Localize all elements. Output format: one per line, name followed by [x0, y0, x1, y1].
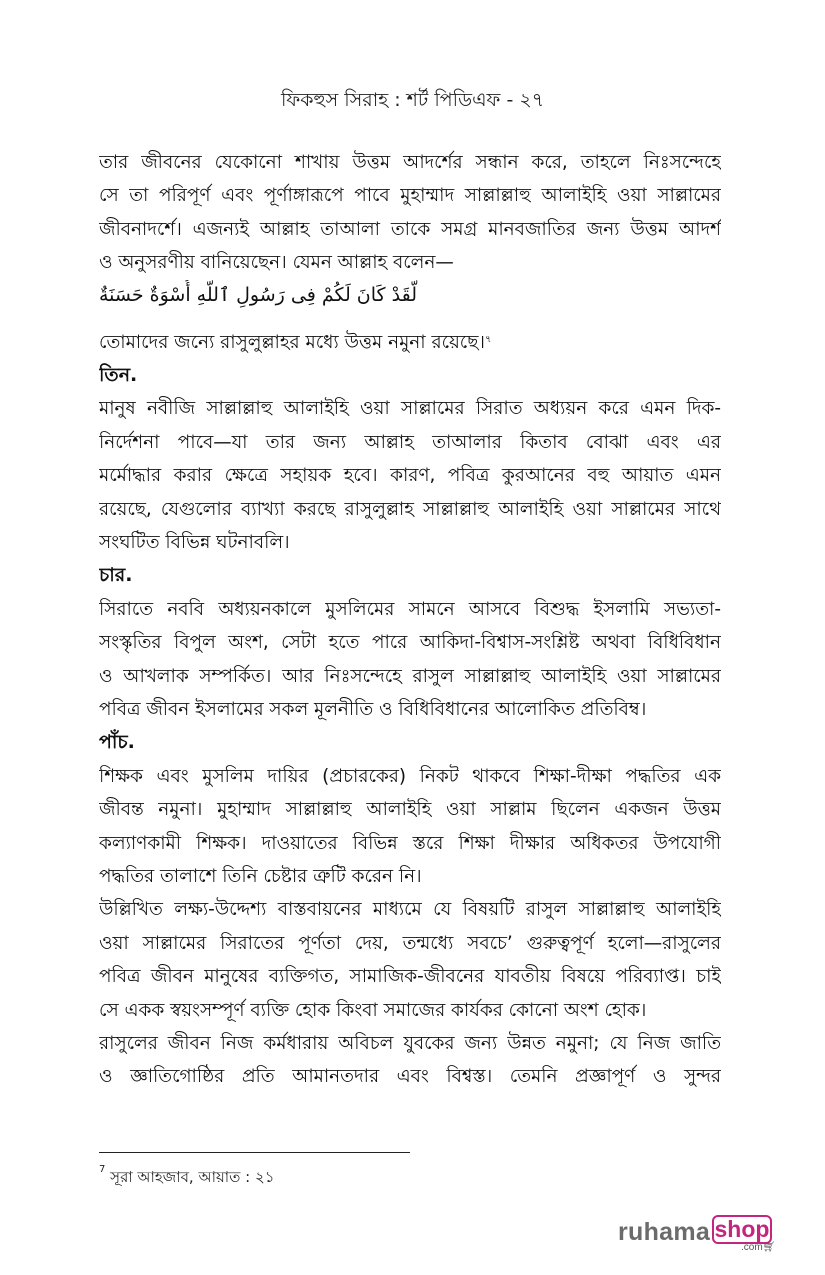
- paragraph-line: পবিত্র জীবন মানুষের ব্যক্তিগত, সামাজিক-জীবনের যাবতীয় বিষয়ে পরিব্যাপ্ত। চাই: [99, 966, 721, 988]
- paragraph-line: পদ্ধতির তালাশে তিনি চেষ্টার ত্রুটি করেন নি।: [99, 865, 422, 887]
- logo-text-ruhama: ruhama: [618, 1218, 711, 1246]
- verse-translation: [99, 326, 721, 359]
- arabic-verse-text: لَّقَدْ كَانَ لَكُمْ فِى رَسُولِ ٱللَّهِ أُسْوَةٌ حَسَنَةٌ: [99, 283, 417, 306]
- footnote-text: সূরা আহজাব, আয়াত : ২১: [110, 1168, 275, 1186]
- paragraph-line: উল্লিখিত লক্ষ্য-উদ্দেশ্য বাস্তবায়নের মাধ্যমে যে বিষয়টি রাসুল সাল্লাল্লাহু আলাইহি: [99, 899, 721, 921]
- logo-text-com: .com: [741, 1242, 763, 1253]
- paragraph-line: মানুষ নবীজি সাল্লাল্লাহু আলাইহি ওয়া সাল্লামের সিরাত অধ্যয়ন করে এমন দিক-: [99, 398, 721, 420]
- footnote: [99, 1166, 274, 1191]
- paragraph-line: পবিত্র জীবন ইসলামের সকল মূলনীতি ও বিধিবিধানের আলোকিত প্রতিবিম্ব।: [99, 698, 647, 720]
- cart-icon: 🛒︎: [762, 1242, 776, 1253]
- logo-text-shop: shop: [714, 1216, 770, 1242]
- footnote-number: 7: [99, 1164, 106, 1175]
- paragraph-line: রয়েছে, যেগুলোর ব্যাখ্যা করছে রাসুলুল্লাহ সাল্লাল্লাহু আলাইহি ওয়া সাল্লামের সাথে: [99, 498, 721, 520]
- paragraph-line: জীবনাদর্শে। এজন্যই আল্লাহ তাআলা তাকে সমগ্র মানবজাতির জন্য উত্তম আদর্শ: [99, 218, 721, 240]
- page-body: [99, 146, 721, 1094]
- paragraph-line: সংঘটিত বিভিন্ন ঘটনাবলি।: [99, 531, 290, 553]
- logo-shop-badge: [712, 1215, 772, 1244]
- paragraph-line: ও জ্ঞাতিগোষ্ঠির প্রতি আমানতদার এবং বিশ্বস্ত। তেমনি প্রজ্ঞাপূর্ণ ও সুন্দর: [99, 1066, 721, 1088]
- section-heading-four: চার.: [99, 564, 133, 587]
- paragraph-line: জীবন্ত নমুনা। মুহাম্মাদ সাল্লাল্লাহু আলাইহি ওয়া সাল্লাম ছিলেন একজন উত্তম: [99, 799, 721, 821]
- paragraph-line: সংস্কৃতির বিপুল অংশ, সেটা হতে পারে আকিদা-বিশ্বাস-সংশ্লিষ্ট অথবা বিধিবিধান: [99, 632, 721, 654]
- paragraph-line: ও আখলাক সম্পর্কিত। আর নিঃসন্দেহে রাসুল সাল্লাল্লাহু আলাইহি ওয়া সাল্লামের: [99, 665, 721, 687]
- running-header: ফিকহুস সিরাহ : শর্ট পিডিএফ - ২৭: [280, 89, 545, 111]
- quran-verse: [99, 280, 721, 318]
- logo-domain: [741, 1242, 775, 1253]
- paragraph-line: নির্দেশনা পাবে—যা তার জন্য আল্লাহ তাআলার কিতাব বোঝা এবং এর: [99, 431, 721, 453]
- ruhamashop-logo: [618, 1212, 778, 1254]
- paragraph-line: কল্যাণকামী শিক্ষক। দাওয়াতের বিভিন্ন স্তরে শিক্ষা দীক্ষার অধিকতর উপযোগী: [99, 832, 721, 854]
- paragraph-line: মর্মোদ্ধার করার ক্ষেত্রে সহায়ক হবে। কারণ, পবিত্র কুরআনের বহু আয়াত এমন: [99, 465, 721, 487]
- footnote-reference[interactable]: ৭: [484, 333, 492, 345]
- translation-text: তোমাদের জন্যে রাসুলুল্লাহর মধ্যে উত্তম নমুনা রয়েছে।: [99, 331, 485, 353]
- paragraph-line: ওয়া সাল্লামের সিরাতের পূর্ণতা দেয়, তন্মধ্যে সবচে’ গুরুত্বপূর্ণ হলো—রাসুলের: [99, 932, 721, 954]
- paragraph-line: তার জীবনের যেকোনো শাখায় উত্তম আদর্শের সন্ধান করে, তাহলে নিঃসন্দেহে: [99, 152, 721, 173]
- section-heading-three: তিন.: [99, 363, 138, 386]
- paragraph-line: শিক্ষক এবং মুসলিম দায়ির (প্রচারকের) নিকট থাকবে শিক্ষা-দীক্ষা পদ্ধতির এক: [99, 765, 721, 787]
- paragraph-line: সে তা পরিপূর্ণ এবং পূর্ণাঙ্গারূপে পাবে মুহাম্মাদ সাল্লাল্লাহু আলাইহি ওয়া সাল্লামের: [99, 185, 721, 207]
- footnote-divider: [99, 1152, 410, 1153]
- paragraph-line: ও অনুসরণীয় বানিয়েছেন। যেমন আল্লাহ বলেন—: [99, 252, 454, 274]
- paragraph-line: সিরাতে নববি অধ্যয়নকালে মুসলিমের সামনে আসবে বিশুদ্ধ ইসলামি সভ্যতা-: [99, 598, 721, 620]
- paragraph-line: রাসুলের জীবন নিজ কর্মধারায় অবিচল যুবকের জন্য উন্নত নমুনা; যে নিজ জাতি: [99, 1032, 721, 1054]
- section-heading-five: পাঁচ.: [99, 731, 135, 754]
- paragraph-line: সে একক স্বয়ংসম্পূর্ণ ব্যক্তি হোক কিংবা সমাজের কার্যকর কোনো অংশ হোক।: [99, 999, 647, 1021]
